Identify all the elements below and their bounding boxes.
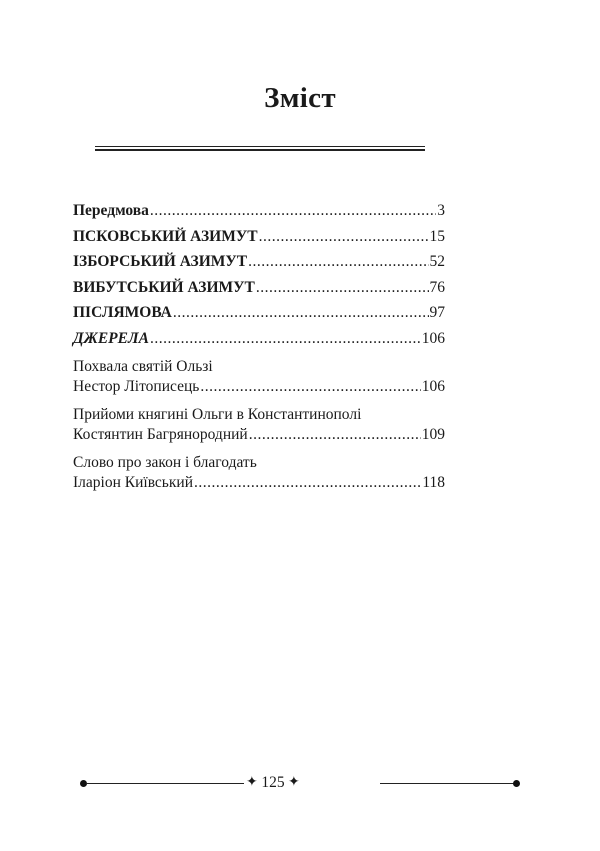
page-footer <box>80 772 520 796</box>
source-author: Костянтин Багрянородний <box>73 426 248 443</box>
leader-dots <box>256 279 429 297</box>
page-title: Зміст <box>264 82 336 114</box>
toc-entry-page: 3 <box>437 202 445 219</box>
source-entry[interactable] <box>73 453 445 493</box>
leader-dots <box>150 330 421 348</box>
source-entry[interactable] <box>73 405 445 445</box>
title-rule-thick <box>95 149 425 151</box>
source-entry[interactable] <box>73 357 445 397</box>
leader-dots <box>200 377 420 397</box>
footer-rule-left <box>86 783 244 784</box>
toc-entry-page: 52 <box>429 253 445 270</box>
footer-rule-right <box>380 783 514 784</box>
star-ornament-icon: ✦ <box>246 775 258 790</box>
toc-entry-label: ІЗБОРСЬКИЙ АЗИМУТ <box>73 253 248 270</box>
source-author: Іларіон Київський <box>73 474 193 491</box>
toc-entry-sources[interactable] <box>73 330 445 356</box>
toc-entry-vybuty[interactable] <box>73 279 445 305</box>
toc-entry-label: ДЖЕРЕЛА <box>73 329 149 347</box>
toc-entry-page: 15 <box>429 227 445 245</box>
source-page: 109 <box>421 426 445 443</box>
toc-entry-page: 97 <box>429 304 445 321</box>
toc-entry-foreword[interactable] <box>73 202 445 228</box>
star-ornament-icon: ✦ <box>288 775 300 790</box>
leader-dots <box>173 304 429 322</box>
toc-entry-label: ВИБУТСЬКИЙ АЗИМУТ <box>73 278 255 296</box>
source-page: 106 <box>421 378 445 395</box>
table-of-contents <box>73 202 445 501</box>
leader-dots <box>150 202 436 220</box>
toc-entry-izborsk[interactable] <box>73 253 445 279</box>
toc-entry-label: Передмова <box>73 202 149 219</box>
toc-entry-label: ПІСЛЯМОВА <box>73 304 172 321</box>
ornament-dot-icon <box>513 780 520 787</box>
source-title: Прийоми княгині Ольги в Константинополі <box>73 406 362 423</box>
source-author: Нестор Літописець <box>73 378 200 395</box>
source-page: 118 <box>422 474 445 491</box>
toc-entry-page: 106 <box>421 329 445 347</box>
leader-dots <box>259 228 429 246</box>
leader-dots <box>249 425 421 445</box>
page-number: 125 <box>261 774 285 791</box>
title-rule-thin <box>95 146 425 147</box>
toc-entry-page: 76 <box>429 278 445 296</box>
toc-entry-afterword[interactable] <box>73 304 445 330</box>
toc-entry-pskov[interactable] <box>73 228 445 254</box>
leader-dots <box>248 253 428 271</box>
source-title: Слово про закон і благодать <box>73 454 257 471</box>
toc-entry-label: ПСКОВСЬКИЙ АЗИМУТ <box>73 227 258 245</box>
leader-dots <box>194 473 421 493</box>
source-title: Похвала святій Ользі <box>73 358 213 375</box>
